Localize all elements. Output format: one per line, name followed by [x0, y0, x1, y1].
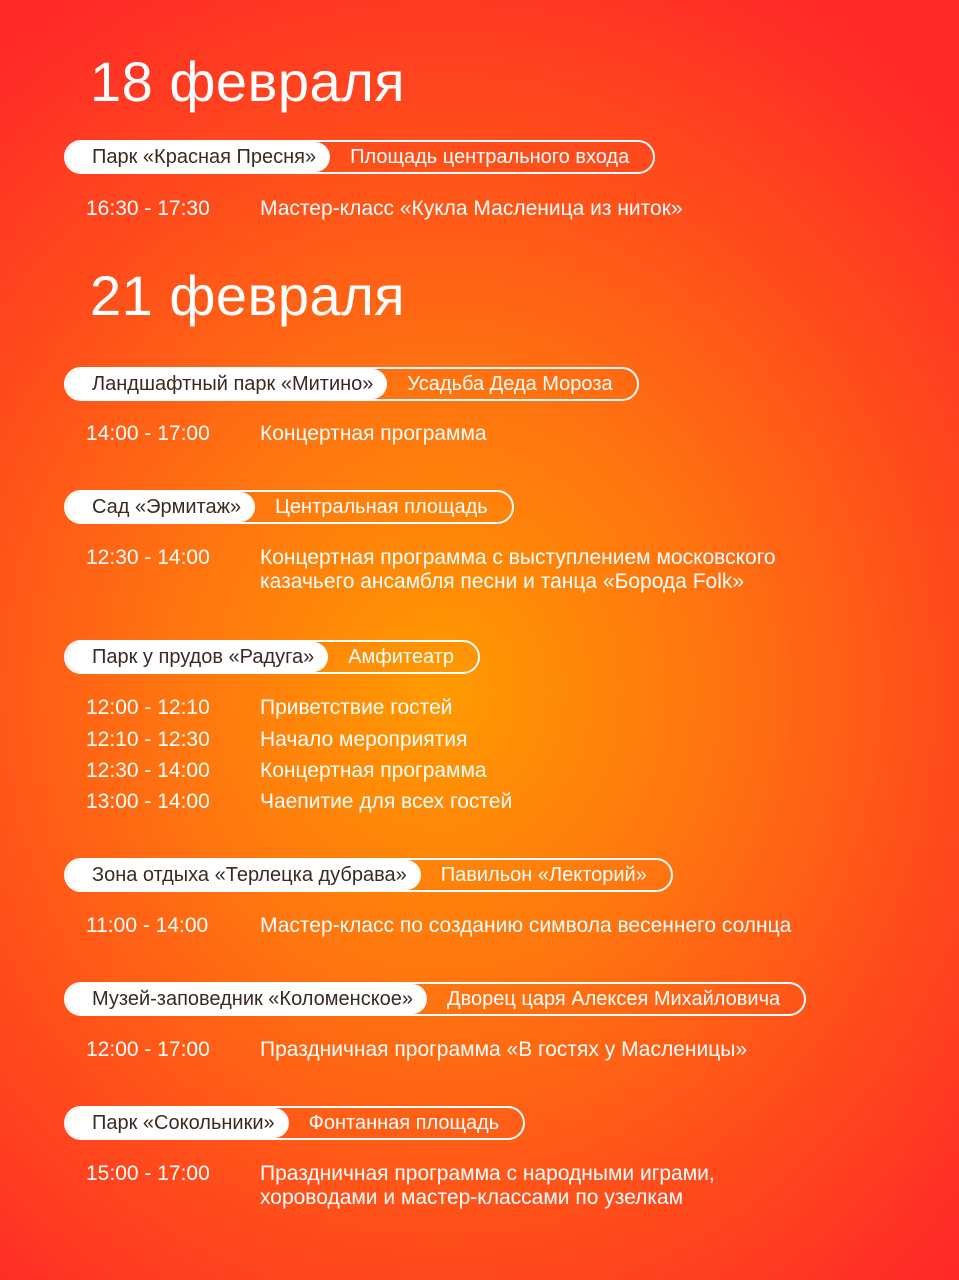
venue-badge-kolomenskoe: [64, 982, 806, 1016]
event-time: 15:00 - 17:00: [86, 1162, 210, 1185]
venue-place-name: Усадьба Деда Мороза: [407, 372, 613, 395]
venue-place-name: Площадь центрального входа: [350, 145, 630, 168]
venue-badge-terletskaya-dubrava: [64, 858, 673, 892]
event-time: 12:30 - 14:00: [86, 546, 210, 569]
event-row: [86, 790, 512, 814]
event-description: Мастер-класс «Кукла Масленица из ниток»: [260, 197, 683, 220]
date-heading-feb-21: 21 февраля: [90, 264, 406, 327]
event-time: 13:00 - 14:00: [86, 790, 210, 813]
event-row: [86, 728, 467, 752]
event-description: Концертная программа: [260, 422, 487, 445]
event-row: [86, 197, 683, 221]
venue-place-name: Дворец царя Алексея Михайловича: [447, 987, 781, 1010]
event-row: [86, 422, 487, 446]
event-row: [86, 546, 776, 594]
venue-place-name: Павильон «Лекторий»: [440, 863, 647, 886]
event-time: 12:10 - 12:30: [86, 728, 210, 751]
event-time: 16:30 - 17:30: [86, 197, 210, 220]
event-row: [86, 696, 452, 720]
event-description: Праздничная программа «В гостях у Масленицы»: [260, 1038, 748, 1061]
venue-park-name: Парк «Сокольники»: [66, 1108, 289, 1138]
venue-park-name: Зона отдыха «Терлецка дубрава»: [66, 860, 421, 890]
venue-park-name: Сад «Эрмитаж»: [66, 492, 255, 522]
event-description: Концертная программа с выступлением московского казачьего ансамбля песни и танца «Борода Folk»: [260, 546, 776, 593]
venue-park-name: Парк у прудов «Радуга»: [66, 642, 328, 672]
event-description: Мастер-класс по созданию символа весеннего солнца: [260, 914, 792, 937]
date-heading-feb-18: 18 февраля: [90, 50, 406, 113]
venue-badge-raduga: [64, 640, 480, 674]
venue-place-name: Амфитеатр: [348, 645, 454, 668]
event-description: Начало мероприятия: [260, 728, 468, 751]
event-row: [86, 759, 487, 783]
event-description: Концертная программа: [260, 759, 487, 782]
event-time: 12:00 - 12:10: [86, 696, 210, 719]
venue-park-name: Музей-заповедник «Коломенское»: [66, 984, 427, 1014]
event-time: 12:30 - 14:00: [86, 759, 210, 782]
venue-park-name: Парк «Красная Пресня»: [66, 142, 330, 172]
event-time: 12:00 - 17:00: [86, 1038, 210, 1061]
event-row: [86, 914, 791, 938]
event-time: 14:00 - 17:00: [86, 422, 210, 445]
venue-badge-krasnaya-presnya: [64, 140, 655, 174]
event-description: Приветствие гостей: [260, 696, 453, 719]
venue-park-name: Ландшафтный парк «Митино»: [66, 369, 387, 399]
event-time: 11:00 - 14:00: [86, 914, 209, 937]
venue-place-name: Центральная площадь: [275, 495, 488, 518]
event-description: Праздничная программа с народными играми, хороводами и мастер-классами по узелкам: [260, 1162, 715, 1209]
event-row: [86, 1038, 747, 1062]
event-description: Чаепитие для всех гостей: [260, 790, 513, 813]
venue-badge-ermitazh: [64, 490, 514, 524]
venue-place-name: Фонтанная площадь: [308, 1111, 500, 1134]
venue-badge-mitino: [64, 367, 639, 401]
event-row: [86, 1162, 715, 1210]
venue-badge-sokolniki: [64, 1106, 525, 1140]
